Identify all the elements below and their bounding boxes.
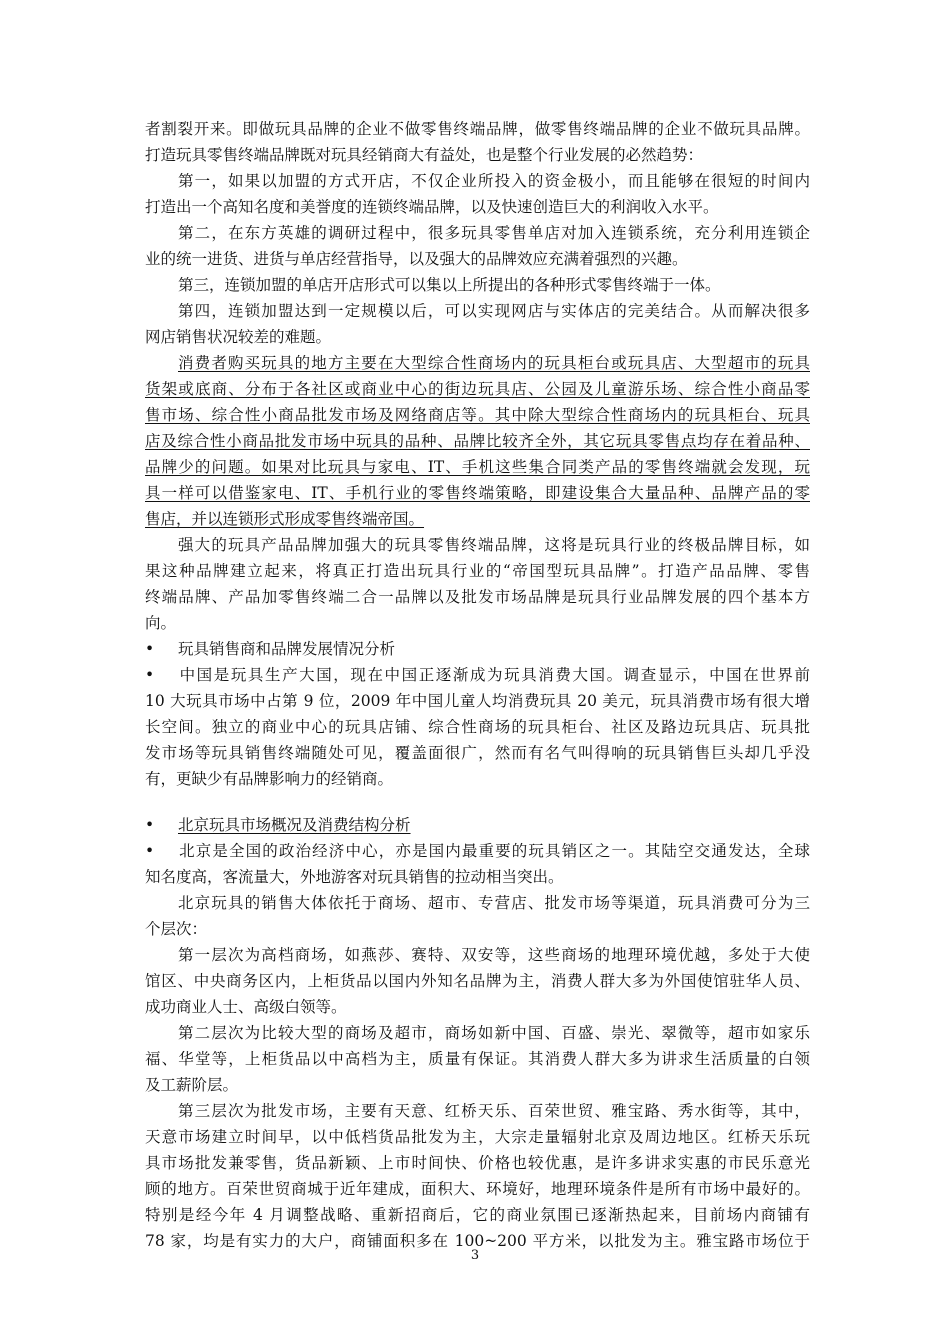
underlined-text-line: 售市场、综合性小商品批发市场及网络商店等。其中除大型综合性商场内的玩具柜台、玩具 xyxy=(145,406,810,424)
text-line: 福、华堂等，上柜货品以中高档为主，质量有保证。其消费人群大多为讲求生活质量的白领 xyxy=(145,1050,810,1068)
text-line: 长空间。独立的商业中心的玩具店铺、综合性商场的玩具柜台、社区及路边玩具店、玩具批 xyxy=(145,718,810,736)
text-line: 个层次： xyxy=(145,920,208,938)
text-line: 成功商业人士、高级白领等。 xyxy=(145,998,347,1016)
text-line: 及工薪阶层。 xyxy=(145,1076,239,1094)
bullet-line xyxy=(145,812,810,838)
text-line: 第二，在东方英雄的调研过程中，很多玩具零售单店对加入连锁系统，充分利用连锁企 xyxy=(178,224,810,242)
text-line: 有，更缺少有品牌影响力的经销商。 xyxy=(145,770,394,788)
section-heading: 北京玩具市场概况及消费结构分析 xyxy=(178,816,411,834)
text-line: 顾的地方。百荣世贸商城于近年建成，面积大、环境好，地理环境条件是所有市场中最好的。 xyxy=(145,1180,810,1198)
text-line: 第四，连锁加盟达到一定规模以后，可以实现网店与实体店的完美结合。从而解决很多 xyxy=(178,302,810,320)
text-line: 打造出一个高知名度和美誉度的连锁终端品牌，以及快速创造巨大的利润收入水平。 xyxy=(145,198,719,216)
text-line: 78 家，均是有实力的大户，商铺面积多在 100~200 平方米，以批发为主。雅宝路市场位于 xyxy=(145,1232,810,1250)
text-line: 者割裂开来。即做玩具品牌的企业不做零售终端品牌，做零售终端品牌的企业不做玩具品牌。 xyxy=(145,120,810,138)
text-line: 馆区、中央商务区内，上柜货品以国内外知名品牌为主，消费人群大多为外国使馆驻华人员、 xyxy=(145,972,810,990)
text-line: 第二层次为比较大型的商场及超市，商场如新中国、百盛、崇光、翠微等，超市如家乐 xyxy=(178,1024,810,1042)
text-line: 特别是经今年 4 月调整战略、重新招商后，它的商业氛围已逐渐热起来，目前场内商铺有 xyxy=(145,1206,810,1224)
bullet-icon: • xyxy=(145,816,155,834)
text-line: 业的统一进货、进货与单店经营指导，以及强大的品牌效应充满着强烈的兴趣。 xyxy=(145,250,688,268)
bullet-icon: • xyxy=(145,640,155,658)
underlined-text-line: 货架或底商、分布于各社区或商业中心的街边玩具店、公园及儿童游乐场、综合性小商品零 xyxy=(145,380,810,398)
text-line: 第三层次为批发市场，主要有天意、红桥天乐、百荣世贸、雅宝路、秀水街等，其中， xyxy=(178,1102,810,1120)
bullet-line xyxy=(145,636,810,662)
bullet-icon: • xyxy=(145,842,155,860)
bullet-icon: • xyxy=(145,666,155,684)
text-line: 10 大玩具市场中占第 9 位，2009 年中国儿童人均消费玩具 20 美元，玩具消费市场有很大增 xyxy=(145,692,810,710)
text-line: 强大的玩具产品品牌加强大的玩具零售终端品牌，这将是玩具行业的终极品牌目标，如 xyxy=(178,536,810,554)
bullet-text: 北京是全国的政治经济中心，亦是国内最重要的玩具销区之一。其陆空交通发达，全球 xyxy=(178,842,810,860)
bullet-text: 中国是玩具生产大国，现在中国正逐渐成为玩具消费大国。调查显示，中国在世界前 xyxy=(178,666,810,684)
text-line: 第三，连锁加盟的单店开店形式可以集以上所提出的各种形式零售终端于一体。 xyxy=(178,276,721,294)
text-line: 天意市场建立时间早，以中低档货品批发为主，大宗走量辐射北京及周边地区。红桥天乐玩 xyxy=(145,1128,810,1146)
bullet-line xyxy=(145,662,810,688)
bullet-line xyxy=(145,838,810,864)
text-line: 终端品牌、产品加零售终端二合一品牌以及批发市场品牌是玩具行业品牌发展的四个基本方 xyxy=(145,588,810,606)
text-line: 第一，如果以加盟的方式开店，不仅企业所投入的资金极小，而且能够在很短的时间内 xyxy=(178,172,810,190)
text-line: 网店销售状况较差的难题。 xyxy=(145,328,332,346)
underlined-text-line: 具一样可以借鉴家电、IT、手机行业的零售终端策略，即建设集合大量品种、品牌产品的零 xyxy=(145,484,810,502)
text-line: 北京玩具的销售大体依托于商场、超市、专营店、批发市场等渠道，玩具消费可分为三 xyxy=(178,894,810,912)
bullet-text: 玩具销售商和品牌发展情况分析 xyxy=(178,640,396,658)
page-number: 3 xyxy=(470,1248,480,1263)
underlined-heading xyxy=(145,816,413,834)
text-line: 果这种品牌建立起来，将真正打造出玩具行业的“帝国型玩具品牌”。打造产品品牌、零售 xyxy=(145,562,810,580)
text-line xyxy=(145,506,810,532)
text-line: 知名度高，客流量大，外地游客对玩具销售的拉动相当突出。 xyxy=(145,868,564,886)
text-line: 向。 xyxy=(145,614,177,632)
text-line: 打造玩具零售终端品牌既对玩具经销商大有益处，也是整个行业发展的必然趋势： xyxy=(145,146,704,164)
underlined-text: 售店，并以连锁形式形成零售终端帝国。 xyxy=(145,510,425,528)
underlined-text-line: 店及综合性小商品批发市场中玩具的品种、品牌比较齐全外，其它玩具零售点均存在着品种、 xyxy=(145,432,810,450)
text-line: 具市场批发兼零售，货品新颖、上市时间快、价格也较优惠，是许多讲求实惠的市民乐意光 xyxy=(145,1154,810,1172)
underlined-text-line: 品牌少的问题。如果对比玩具与家电、IT、手机这些集合同类产品的零售终端就会发现，玩 xyxy=(145,458,810,476)
underlined-text-line: 消费者购买玩具的地方主要在大型综合性商场内的玩具柜台或玩具店、大型超市的玩具 xyxy=(178,354,810,372)
text-line: 第一层次为高档商场，如燕莎、赛特、双安等，这些商场的地理环境优越，多处于大使 xyxy=(178,946,810,964)
text-line: 发市场等玩具销售终端随处可见，覆盖面很广，然而有名气叫得响的玩具销售巨头却几乎没 xyxy=(145,744,810,762)
